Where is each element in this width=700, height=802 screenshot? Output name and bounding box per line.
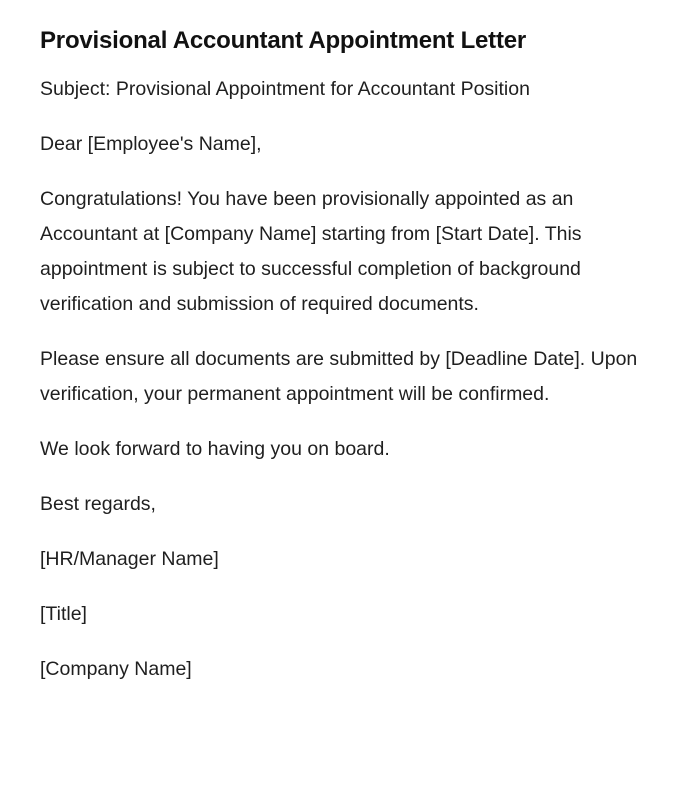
letter-body-paragraph-2: Please ensure all documents are submitted by [Deadline Date]. Upon verification, your permanent appointment will be confirmed.: [40, 348, 638, 405]
letter-title: Provisional Accountant Appointment Letter: [40, 27, 527, 54]
letter-body-paragraph-3: We look forward to having you on board.: [40, 438, 390, 460]
signer-name: [HR/Manager Name]: [40, 548, 219, 570]
letter-salutation: Dear [Employee's Name],: [40, 133, 262, 155]
letter-document: [40, 24, 650, 707]
letter-body-paragraph-1: Congratulations! You have been provisionally appointed as an Accountant at [Company Name] starting from [Start Date]. This appointment is subject to successful completion of background verification and submission of required documents.: [40, 188, 582, 315]
letter-subject: Subject: Provisional Appointment for Accountant Position: [40, 78, 530, 100]
letter-closing: Best regards,: [40, 493, 156, 515]
signer-title: [Title]: [40, 603, 87, 625]
signer-company: [Company Name]: [40, 658, 192, 680]
